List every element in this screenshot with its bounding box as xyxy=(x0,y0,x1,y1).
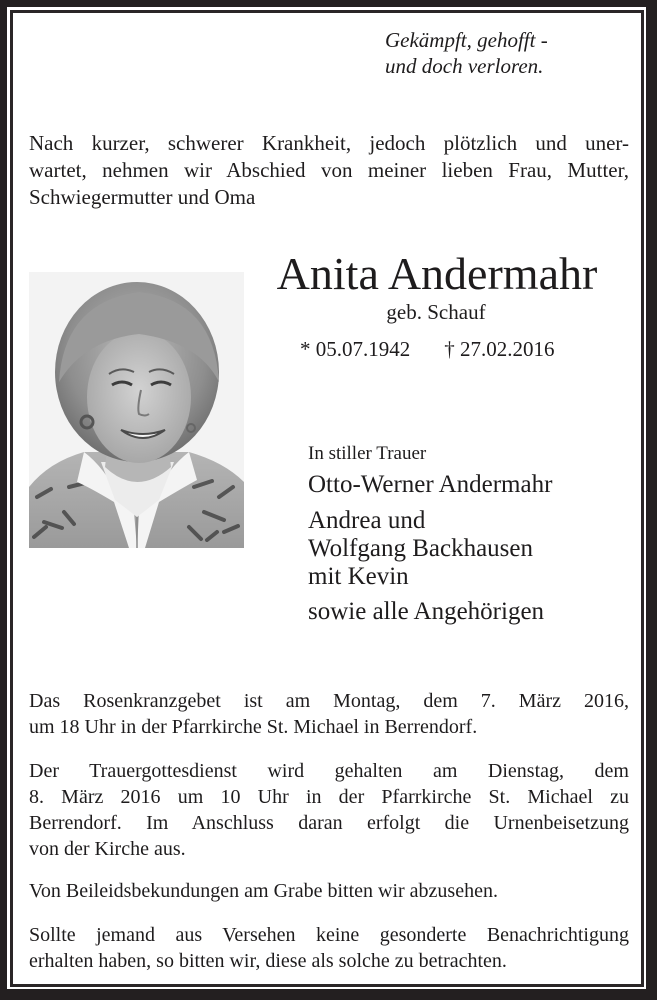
intro-line: Schwiegermutter und Oma xyxy=(29,185,256,209)
portrait-photo-icon xyxy=(29,272,244,548)
deceased-name: Anita Andermahr xyxy=(276,248,598,299)
paragraph-line: 8. März 2016 um 10 Uhr in der Pfarrkirche St. Michael zu xyxy=(29,786,629,808)
paragraph-line: Der Trauergottesdienst wird gehalten am Dienstag, dem xyxy=(29,760,629,782)
motto-line: Gekämpft, gehofft - xyxy=(385,28,548,52)
death-date: † 27.02.2016 xyxy=(444,337,555,361)
paragraph-line: Sollte jemand aus Versehen keine gesonderte Benachrichtigung xyxy=(29,924,629,946)
birth-date: * 05.07.1942 xyxy=(300,337,411,361)
mourner-name: mit Kevin xyxy=(308,563,409,590)
paragraph-line: Das Rosenkranzgebet ist am Montag, dem 7. März 2016, xyxy=(29,690,629,712)
intro-line: wartet, nehmen wir Abschied von meiner lieben Frau, Mutter, xyxy=(29,158,629,182)
motto xyxy=(385,27,548,79)
paragraph-line: erhalten haben, so bitten wir, diese als solche zu betrachten. xyxy=(29,950,507,972)
rosary-paragraph xyxy=(29,688,629,740)
notification-paragraph xyxy=(29,922,629,974)
intro-paragraph xyxy=(29,130,629,211)
maiden-name: geb. Schauf xyxy=(386,300,486,324)
mourners-heading: In stiller Trauer xyxy=(308,443,427,464)
paragraph-line: von der Kirche aus. xyxy=(29,838,186,860)
intro-line: Nach kurzer, schwerer Krankheit, jedoch plötzlich und uner- xyxy=(29,131,629,155)
mourner-name: sowie alle Angehörigen xyxy=(308,598,545,625)
paragraph-line: um 18 Uhr in der Pfarrkirche St. Michael in Berrendorf. xyxy=(29,716,478,738)
paragraph-line: Berrendorf. Im Anschluss daran erfolgt die Urnenbeisetzung xyxy=(29,812,629,834)
mourner-name: Otto-Werner Andermahr xyxy=(308,471,553,498)
motto-line: und doch verloren. xyxy=(385,54,544,78)
portrait-photo xyxy=(29,272,244,548)
mourner-name: Andrea und xyxy=(308,507,426,534)
mourner-name: Wolfgang Backhausen xyxy=(308,535,533,562)
life-dates xyxy=(300,336,555,362)
paragraph-line: Von Beileidsbekundungen am Grabe bitten wir abzusehen. xyxy=(29,880,498,902)
funeral-service-paragraph xyxy=(29,758,629,862)
condolences-paragraph xyxy=(29,878,629,904)
